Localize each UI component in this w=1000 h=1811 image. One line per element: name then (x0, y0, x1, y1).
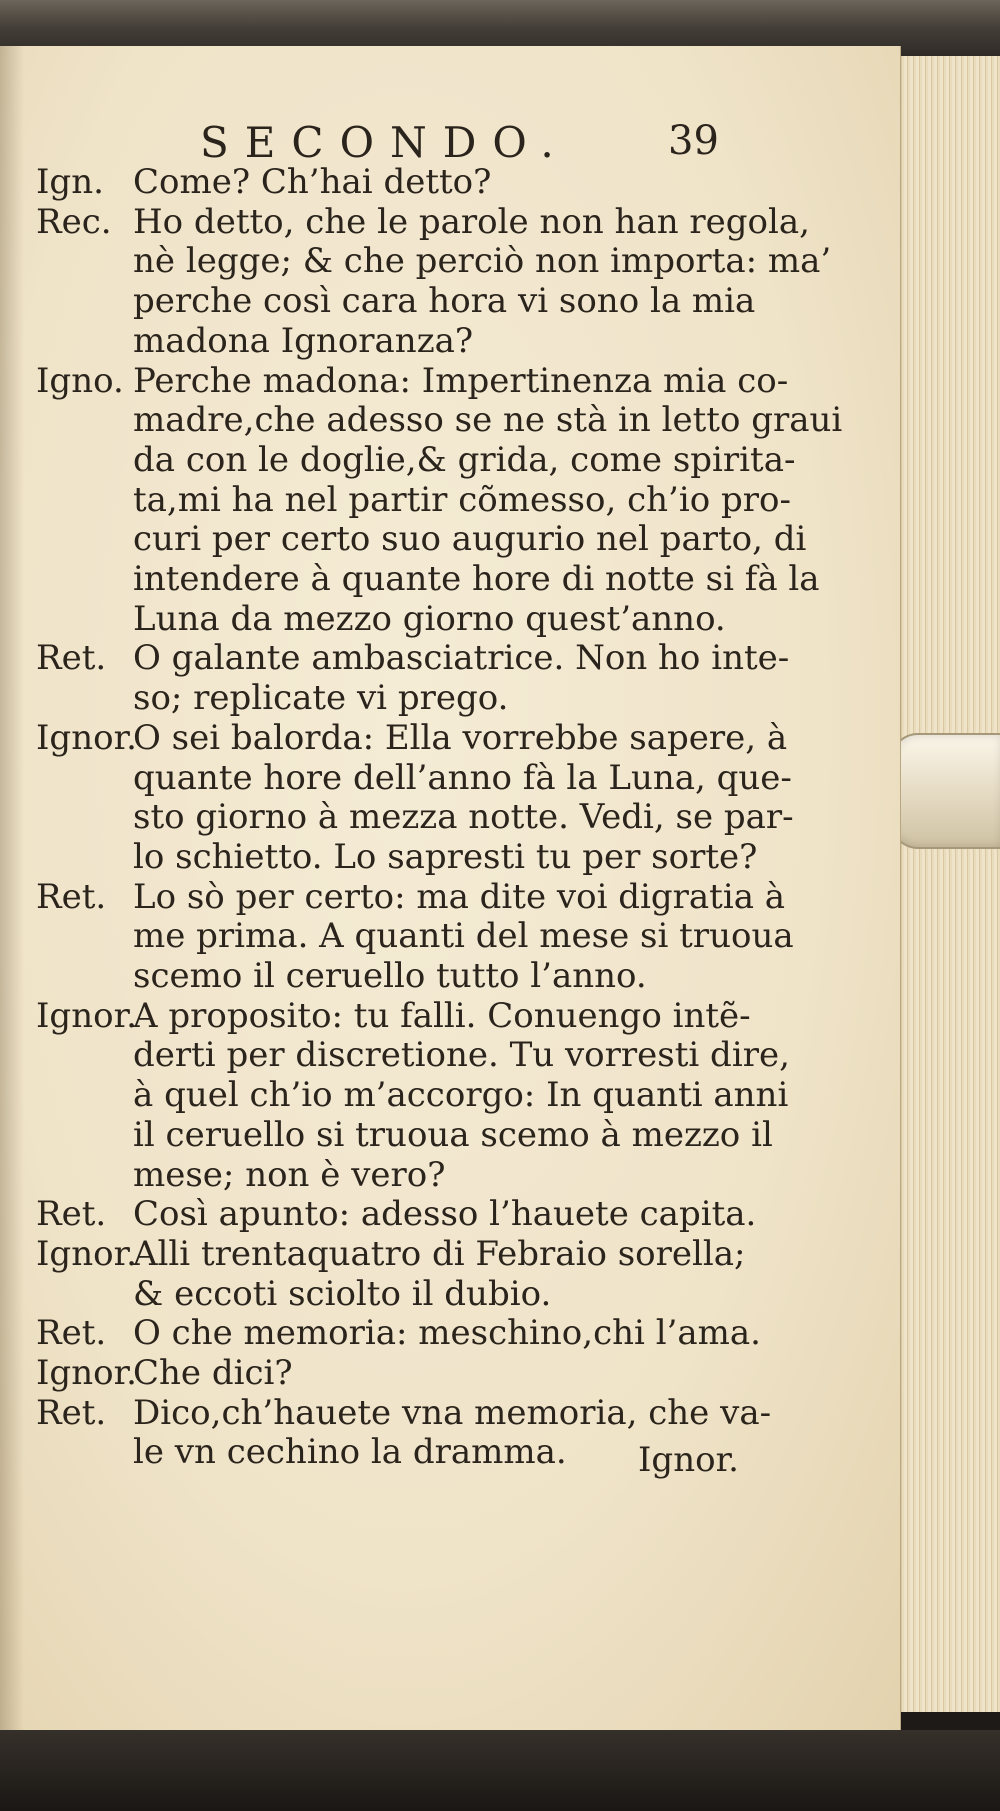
line-text: mese; non è vero? (133, 1154, 446, 1195)
line-text: curi per certo suo augurio nel parto, di (133, 519, 807, 560)
page-number: 39 (668, 118, 719, 164)
line-text: da con le doglie,& grida, come spirita- (133, 439, 796, 480)
speaker-label: Ignor. (36, 995, 137, 1036)
line-text: sto giorno à mezza notte. Vedi, se par- (133, 797, 794, 838)
line-text: perche così cara hora vi sono la mia (133, 281, 756, 322)
line-text: Così apunto: adesso l’hauete capita. (133, 1194, 757, 1235)
speaker-label: Ignor. (36, 717, 137, 758)
line-text: Ho detto, che le parole non han regola, (133, 201, 810, 242)
speaker-label: Ignor. (36, 1353, 137, 1393)
speaker-label: Ignor. (36, 1233, 137, 1274)
speaker-label: Ign. (36, 162, 104, 202)
line-text: Alli trentaquatro di Febraio sorella; (133, 1233, 746, 1274)
line-text: Lo sò per certo: ma dite voi digratia à (133, 876, 786, 917)
line-text: O sei balorda: Ella vorrebbe sapere, à (133, 717, 788, 758)
line-text: Che dici? (133, 1353, 293, 1393)
catchword-line (0, 1436, 900, 1484)
line-text: derti per discretione. Tu vorresti dire, (133, 1035, 790, 1076)
line-text: O che memoria: meschino,chi l’ama. (133, 1313, 761, 1354)
line-text: quante hore dell’anno fà la Luna, que- (133, 757, 792, 798)
speaker-label: Igno. (36, 360, 124, 401)
line-text: Come? Ch’hai detto? (133, 162, 492, 202)
speaker-label: Ret. (36, 1194, 107, 1235)
line-text: il ceruello si truoua scemo à mezzo il (133, 1114, 773, 1155)
speaker-label: Ret. (36, 876, 107, 917)
line-text: le vn cechino la dramma. (133, 1432, 567, 1473)
line-text: Perche madona: Impertinenza mia co- (133, 360, 789, 401)
line-text: Luna da mezzo giorno quest’anno. (133, 598, 726, 639)
line-text: lo schietto. Lo sapresti tu per sorte? (133, 836, 758, 877)
speaker-label: Ret. (36, 638, 107, 679)
book-bottom-edge (0, 1730, 1000, 1811)
line-text: A proposito: tu falli. Conuengo intẽ- (133, 995, 751, 1036)
catchword: Ignor. (638, 1440, 739, 1480)
line-text: Dico,ch’hauete vna memoria, che va- (133, 1392, 772, 1433)
line-text: & eccoti sciolto il dubio. (133, 1273, 552, 1314)
speaker-label: Rec. (36, 201, 112, 242)
line-text: intendere à quante hore di notte si fà la (133, 559, 820, 599)
line-text: scemo il ceruello tutto l’anno. (133, 956, 647, 996)
book-clasp (890, 733, 1000, 849)
line-text: madre,che adesso se ne stà in letto graui (133, 400, 843, 441)
line-text: so; replicate vi prego. (133, 678, 509, 719)
running-title: SECONDO. (200, 118, 570, 167)
line-text: O galante ambasciatrice. Non ho inte- (133, 638, 790, 679)
line-text: à quel ch’io m’accorgo: In quanti anni (133, 1075, 789, 1116)
speaker-label: Ret. (36, 1313, 107, 1354)
line-text: madona Ignoranza? (133, 320, 474, 361)
line-text: ta,mi ha nel partir cõmesso, ch’io pro- (133, 479, 791, 520)
line-text: nè legge; & che perciò non importa: ma’ (133, 241, 832, 282)
speaker-label: Ret. (36, 1392, 107, 1433)
line-text: me prima. A quanti del mese si truoua (133, 916, 794, 957)
